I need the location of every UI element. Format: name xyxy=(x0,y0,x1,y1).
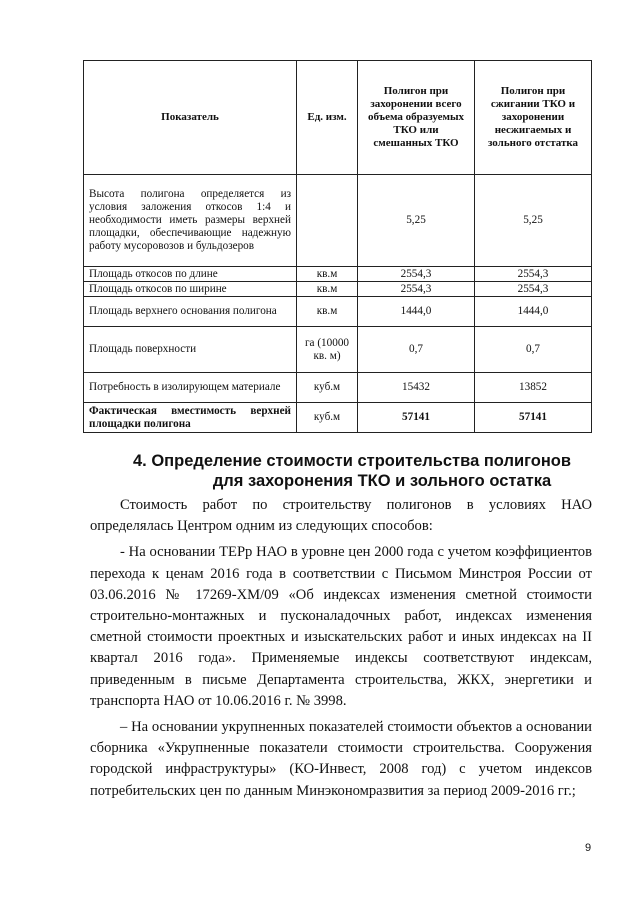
paragraph: – На основании укрупненных показателей стоимости объектов а основании сборника «Укрупненные показатели стоимости строительства. Сооружения городской инфраструктуры» (КО-Инвест, 2008 год) с учетом индексов потребительских цен по данным Минэкономразвития за период 2009-2016 гг.; xyxy=(90,719,592,799)
row-value-burn: 5,25 xyxy=(475,175,592,267)
row-unit: кв.м xyxy=(297,267,358,282)
row-value-burn: 2554,3 xyxy=(475,267,592,282)
row-unit: кв.м xyxy=(297,282,358,297)
row-indicator: Высота полигона определяется из условия заложения откосов 1:4 и необходимости иметь размеры верхней площадки, обеспечивающие надежную работу мусоровозов и бульдозеров xyxy=(84,175,297,267)
paragraph: - На основании ТЕРр НАО в уровне цен 2000 года с учетом коэффициентов перехода к ценам 2016 года в соответствии с Письмом Минстроя России от 03.06.2016 № 17269-ХМ/09 «Об индексах изменения сметной стоимости строительно-монтажных и пусконаладочных работ, индексах изменения сметной стоимости проектных и изыскательских работ и иных индексах на II квартал 2016 года». Применяемые индексы соответствуют индексам, приведенным в письме Департамента строительства, ЖКХ, энергетики и транспорта НАО от 10.06.2016 г. № 3998. xyxy=(90,544,592,709)
row-value-burn: 57141 xyxy=(475,403,592,433)
header-landfill-mixed: Полигон при захоронении всего объема образуемых ТКО или смешанных ТКО xyxy=(358,61,475,175)
row-unit: куб.м xyxy=(297,403,358,433)
table-row xyxy=(84,297,592,327)
row-indicator: Площадь откосов по длине xyxy=(84,267,297,282)
row-value-mixed: 2554,3 xyxy=(358,267,475,282)
row-value-burn: 13852 xyxy=(475,373,592,403)
row-value-burn: 0,7 xyxy=(475,327,592,373)
row-value-mixed: 2554,3 xyxy=(358,282,475,297)
table-row xyxy=(84,327,592,373)
table-row xyxy=(84,175,592,267)
section-heading-line-1: 4. Определение стоимости строительства полигонов xyxy=(132,452,572,470)
row-unit: га (10000 кв. м) xyxy=(297,327,358,373)
row-value-mixed: 57141 xyxy=(358,403,475,433)
paragraph: Стоимость работ по строительству полигонов в условиях НАО определялась Центром одним из следующих способов: xyxy=(90,497,592,535)
row-unit: кв.м xyxy=(297,297,358,327)
header-indicator: Показатель xyxy=(84,61,297,175)
row-unit xyxy=(297,175,358,267)
row-value-mixed: 15432 xyxy=(358,373,475,403)
row-value-burn: 2554,3 xyxy=(475,282,592,297)
body-text xyxy=(90,495,592,807)
table-header-row xyxy=(84,61,592,175)
row-indicator: Площадь верхнего основания полигона xyxy=(84,297,297,327)
row-unit: куб.м xyxy=(297,373,358,403)
row-indicator: Фактическая вместимость верхней площадки полигона xyxy=(84,403,297,433)
row-value-burn: 1444,0 xyxy=(475,297,592,327)
table-row xyxy=(84,373,592,403)
indicators-table xyxy=(83,60,592,433)
header-landfill-burn: Полигон при сжигании ТКО и захоронении несжигаемых и зольного отстатка xyxy=(475,61,592,175)
table-row xyxy=(84,282,592,297)
row-indicator: Площадь поверхности xyxy=(84,327,297,373)
row-value-mixed: 5,25 xyxy=(358,175,475,267)
page-number: 9 xyxy=(585,842,592,854)
row-value-mixed: 0,7 xyxy=(358,327,475,373)
row-indicator: Потребность в изолирующем материале xyxy=(84,373,297,403)
section-heading-line-2: для захоронения ТКО и зольного остатка xyxy=(212,472,552,490)
table-row xyxy=(84,267,592,282)
section-heading xyxy=(112,451,592,491)
table-row xyxy=(84,403,592,433)
row-indicator: Площадь откосов по ширине xyxy=(84,282,297,297)
header-unit: Ед. изм. xyxy=(297,61,358,175)
row-value-mixed: 1444,0 xyxy=(358,297,475,327)
